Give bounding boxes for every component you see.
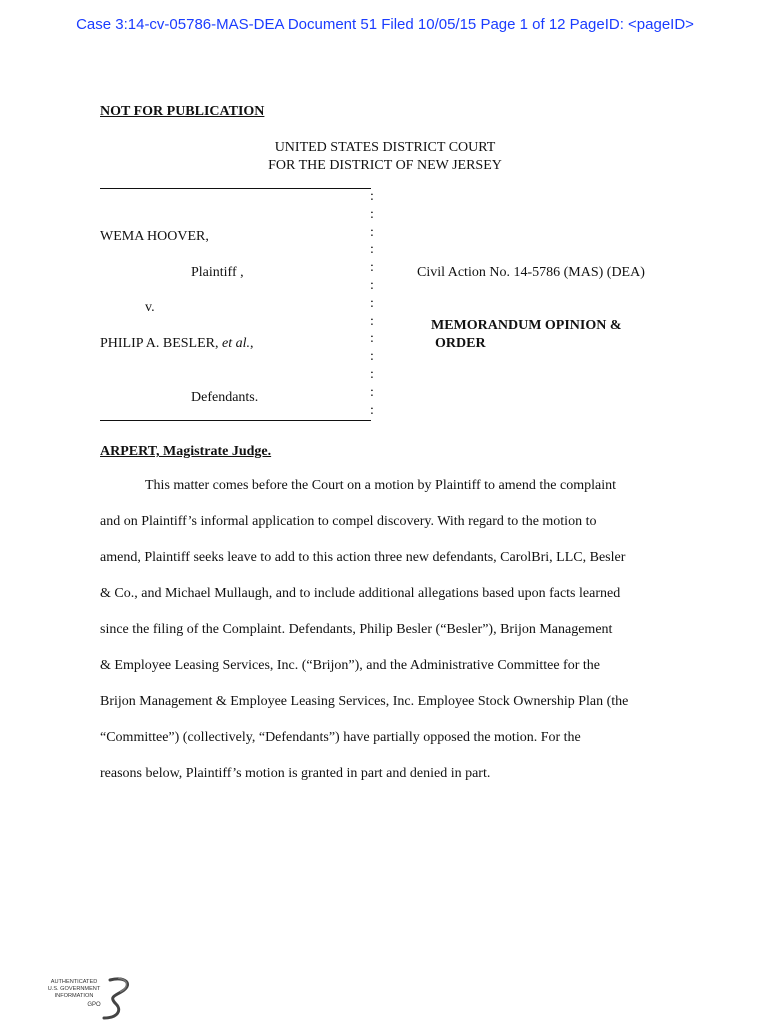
caption-colon: :: [370, 242, 374, 258]
court-name-line1: UNITED STATES DISTRICT COURT: [274, 140, 496, 155]
seal-line-3: INFORMATION: [54, 993, 94, 999]
caption-colon: :: [370, 402, 374, 418]
body-line: Brijon Management & Employee Leasing Services, Inc. Employee Stock Ownership Plan (the: [100, 694, 629, 709]
publication-note: NOT FOR PUBLICATION: [100, 104, 265, 119]
caption-top-rule: [100, 188, 371, 189]
defendant-role: Defendants.: [191, 390, 259, 405]
gpo-authentication-seal-icon: [44, 974, 134, 1020]
caption-colon: :: [370, 349, 374, 365]
body-line: since the filing of the Complaint. Defendants, Philip Besler (“Besler”), Brijon Management: [100, 622, 613, 637]
seal-line-4: GPO: [87, 1002, 101, 1008]
seal-line-1: AUTHENTICATED: [50, 979, 98, 985]
caption-colon: :: [370, 206, 374, 222]
caption-bottom-rule: [100, 420, 371, 421]
body-line: “Committee”) (collectively, “Defendants”) have partially opposed the motion. For the: [100, 730, 581, 745]
defendant-name: [100, 335, 254, 353]
caption-colon: :: [370, 313, 374, 329]
document-title-line1: MEMORANDUM OPINION &: [431, 318, 622, 333]
body-line: and on Plaintiff’s informal application to compel discovery. With regard to the motion to: [100, 514, 597, 529]
court-name-line2: FOR THE DISTRICT OF NEW JERSEY: [268, 158, 502, 173]
case-header-stamp: Case 3:14-cv-05786-MAS-DEA Document 51 Filed 10/05/15 Page 1 of 12 PageID: <pageID>: [76, 16, 694, 33]
body-line: & Co., and Michael Mullaugh, and to include additional allegations based upon facts learned: [100, 586, 621, 601]
body-line: amend, Plaintiff seeks leave to add to this action three new defendants, CarolBri, LLC, Besler: [100, 550, 626, 565]
judge-heading: ARPERT, Magistrate Judge.: [100, 444, 272, 459]
body-line: reasons below, Plaintiff’s motion is granted in part and denied in part.: [100, 766, 491, 781]
caption-colon: :: [370, 277, 374, 293]
caption-colon: :: [370, 331, 374, 347]
caption-colon: :: [370, 224, 374, 240]
defendant-name-text: PHILIP A. BESLER,: [100, 336, 222, 351]
caption-colon: :: [370, 384, 374, 400]
defendant-et-al: et al.: [222, 336, 250, 351]
document-title-line2: ORDER: [435, 336, 486, 351]
defendant-name-suffix: ,: [250, 336, 254, 351]
caption-colon: :: [370, 295, 374, 311]
caption-colon-column: [370, 188, 380, 419]
civil-action-number: Civil Action No. 14-5786 (MAS) (DEA): [417, 265, 645, 280]
versus: v.: [145, 300, 155, 315]
body-line: This matter comes before the Court on a motion by Plaintiff to amend the complaint: [145, 478, 616, 493]
plaintiff-role: Plaintiff ,: [191, 265, 244, 280]
seal-line-2: U.S. GOVERNMENT: [47, 986, 101, 992]
body-line: & Employee Leasing Services, Inc. (“Brijon”), and the Administrative Committee for the: [100, 658, 600, 673]
body-paragraph: [100, 468, 675, 792]
plaintiff-name: WEMA HOOVER,: [100, 229, 209, 244]
caption-colon: :: [370, 366, 374, 382]
caption-colon: :: [370, 189, 374, 204]
caption-colon: :: [370, 260, 374, 276]
